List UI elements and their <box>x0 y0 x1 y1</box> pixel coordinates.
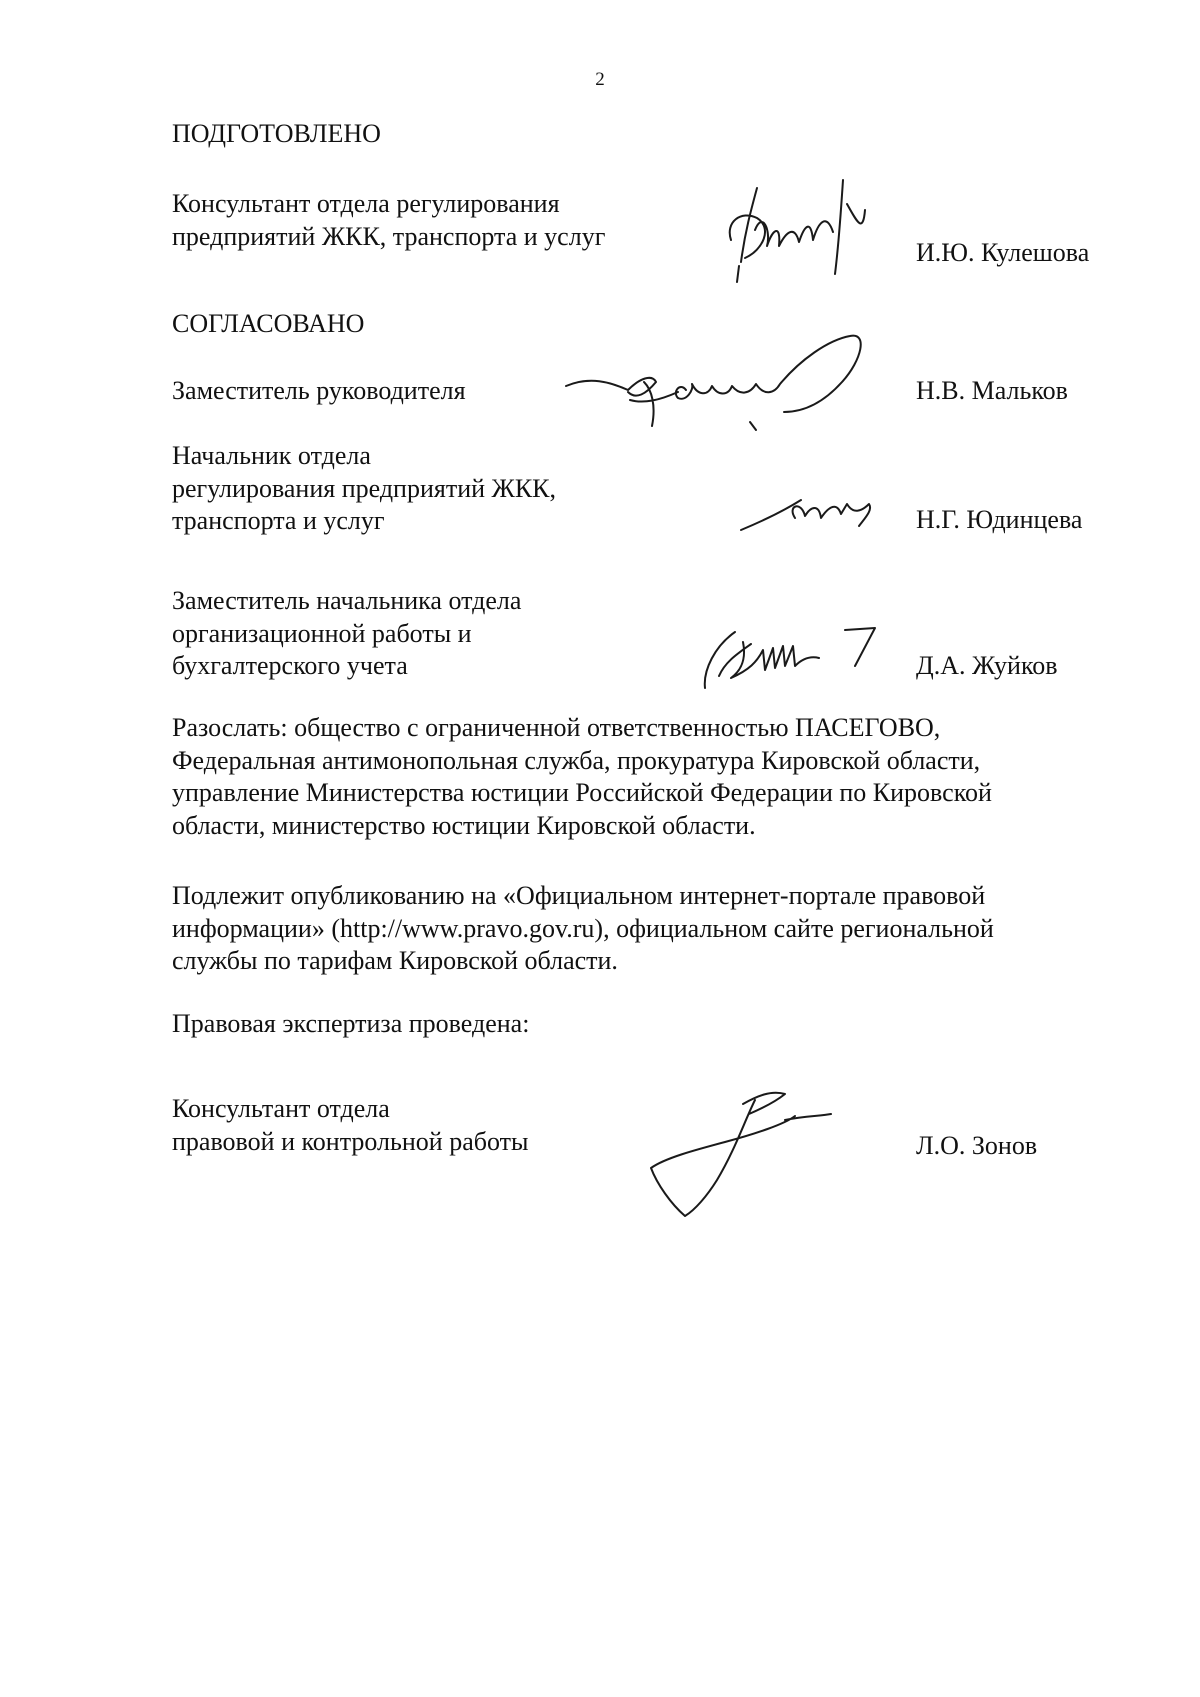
signatory-name-zhuikov: Д.А. Жуйков <box>916 651 1058 680</box>
signature-zonov <box>645 1080 835 1220</box>
agreed-role-yudintseva: Начальник отдела регулирования предприятий ЖКК, транспорта и услуг <box>172 441 557 535</box>
signatory-name-zonov: Л.О. Зонов <box>916 1131 1038 1160</box>
agreed-role-malkov: Заместитель руководителя <box>172 376 466 405</box>
prepared-heading: ПОДГОТОВЛЕНО <box>172 119 381 148</box>
distribution-paragraph: Разослать: общество с ограниченной ответственностью ПАСЕГОВО, Федеральная антимонопольная служба, прокуратура Кировской области, управление Министерства юстиции Российской Федерации по Кировской области, министерство юстиции Кировской области. <box>172 713 992 840</box>
signature-kuleshova <box>715 170 880 290</box>
signatory-name-yudintseva: Н.Г. Юдинцева <box>916 505 1083 534</box>
page-number: 2 <box>595 69 605 90</box>
signatory-name-malkov: Н.В. Мальков <box>916 376 1068 405</box>
legal-review-role: Консультант отдела правовой и контрольной работы <box>172 1094 529 1156</box>
agreed-heading: СОГЛАСОВАНО <box>172 309 365 338</box>
signature-yudintseva <box>735 490 885 540</box>
prepared-role: Консультант отдела регулирования предприятий ЖКК, транспорта и услуг <box>172 189 606 251</box>
agreed-role-zhuikov: Заместитель начальника отдела организационной работы и бухгалтерского учета <box>172 586 522 680</box>
legal-review-heading: Правовая экспертиза проведена: <box>172 1009 530 1038</box>
publication-paragraph: Подлежит опубликованию на «Официальном интернет-портале правовой информации» (http://www.pravo.gov.ru), официальном сайте региональной службы по тарифам Кировской области. <box>172 881 994 975</box>
signatory-name-kuleshova: И.Ю. Кулешова <box>916 238 1090 267</box>
signature-zhuikov <box>695 622 920 697</box>
signature-malkov <box>560 330 900 440</box>
